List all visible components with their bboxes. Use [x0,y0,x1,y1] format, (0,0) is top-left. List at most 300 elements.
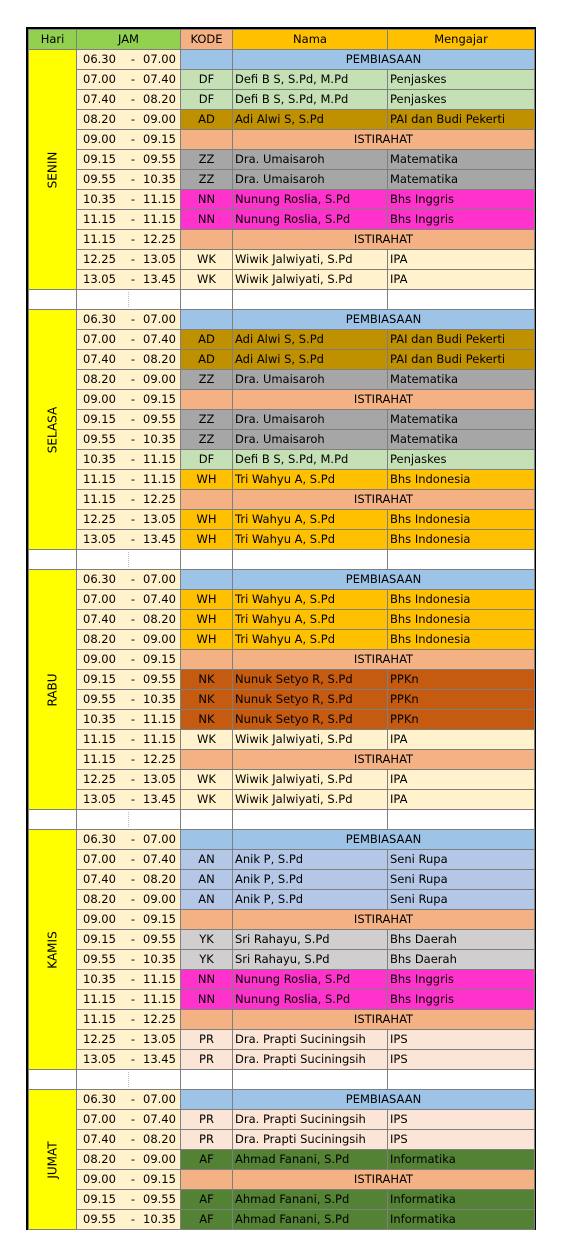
kode-cell[interactable] [181,490,233,510]
kode-cell[interactable]: PR [181,1030,233,1050]
time-separator: - [130,532,136,546]
header-hari[interactable]: Hari [29,30,77,50]
activity-label[interactable]: PEMBIASAAN [233,830,535,850]
subject-name[interactable]: Bhs Indonesia [388,530,535,550]
table-row [29,890,535,910]
table-row [29,70,535,90]
kode-cell[interactable]: PR [181,1110,233,1130]
time-cell[interactable] [77,190,181,210]
teacher-name[interactable]: Tri Wahyu A, S.Pd [233,530,388,550]
header-jam[interactable]: JAM [77,30,181,50]
time-range [77,930,180,949]
teacher-name[interactable]: Nunuk Setyo R, S.Pd [233,670,388,690]
subject-name[interactable]: Matematika [388,150,535,170]
time-cell[interactable] [77,1050,181,1070]
teacher-name[interactable]: Tri Wahyu A, S.Pd [233,470,388,490]
kode-cell[interactable]: WK [181,790,233,810]
time-cell[interactable] [77,270,181,290]
subject-name[interactable]: Matematika [388,410,535,430]
time-range [77,690,180,709]
activity-label[interactable]: ISTIRAHAT [233,390,535,410]
time-cell[interactable] [77,370,181,390]
day-cell[interactable] [29,570,77,810]
kode-cell[interactable] [181,910,233,930]
header-kode[interactable]: KODE [181,30,233,50]
time-range [77,390,180,409]
kode-cell[interactable]: WH [181,630,233,650]
kode-cell[interactable]: NK [181,670,233,690]
time-cell[interactable] [77,1010,181,1030]
teacher-name[interactable]: Wiwik Jalwiyati, S.Pd [233,770,388,790]
time-cell[interactable] [77,50,181,70]
teacher-name[interactable]: Dra. Umaisaroh [233,370,388,390]
spacer-cell[interactable] [233,1070,388,1090]
kode-cell[interactable]: NK [181,690,233,710]
kode-cell[interactable]: NN [181,990,233,1010]
teacher-name[interactable]: Dra. Umaisaroh [233,430,388,450]
time-cell[interactable] [77,310,181,330]
kode-cell[interactable]: AN [181,890,233,910]
time-start: 11.15 [83,472,116,486]
kode-cell[interactable]: WK [181,250,233,270]
time-cell[interactable] [77,690,181,710]
table-row [29,590,535,610]
day-cell[interactable] [29,830,77,1070]
subject-name[interactable]: Bhs Indonesia [388,590,535,610]
subject-name[interactable]: Bhs Inggris [388,210,535,230]
time-range [77,1210,180,1229]
kode-cell[interactable] [181,1170,233,1190]
teacher-name[interactable]: Nunung Roslia, S.Pd [233,190,388,210]
time-range [77,90,180,109]
activity-label[interactable]: ISTIRAHAT [233,650,535,670]
time-separator: - [130,852,136,866]
time-start: 07.00 [83,1112,116,1126]
time-range [77,1130,180,1149]
subject-name[interactable]: IPS [388,1110,535,1130]
activity-label[interactable]: PEMBIASAAN [233,570,535,590]
time-end: 09.55 [143,672,176,686]
time-cell[interactable] [77,470,181,490]
kode-cell[interactable]: ZZ [181,150,233,170]
subject-name[interactable]: Penjaskes [388,450,535,470]
time-cell[interactable] [77,610,181,630]
teacher-name[interactable]: Dra. Prapti Suciningsih [233,1130,388,1150]
teacher-name[interactable]: Wiwik Jalwiyati, S.Pd [233,250,388,270]
time-start: 09.00 [83,392,116,406]
time-separator: - [130,632,136,646]
time-separator: - [130,312,136,326]
time-end: 11.15 [143,712,176,726]
table-row [29,650,535,670]
spacer-cell[interactable] [77,1070,181,1090]
subject-name[interactable]: IPA [388,770,535,790]
kode-cell[interactable] [181,130,233,150]
kode-cell[interactable]: WK [181,770,233,790]
time-cell[interactable] [77,630,181,650]
teacher-name[interactable]: Adi Alwi S, S.Pd [233,330,388,350]
time-cell[interactable] [77,450,181,470]
spacer-cell[interactable] [388,1070,535,1090]
kode-cell[interactable] [181,230,233,250]
kode-cell[interactable] [181,390,233,410]
time-cell[interactable] [77,1110,181,1130]
time-cell[interactable] [77,230,181,250]
time-end: 13.05 [143,772,176,786]
kode-cell[interactable] [181,650,233,670]
spacer-cell[interactable] [181,810,233,830]
subject-name[interactable]: Informatika [388,1210,535,1230]
teacher-name[interactable]: Dra. Prapti Suciningsih [233,1050,388,1070]
time-cell[interactable] [77,490,181,510]
time-start: 13.05 [83,532,116,546]
subject-name[interactable]: PAI dan Budi Pekerti [388,350,535,370]
activity-label[interactable]: ISTIRAHAT [233,130,535,150]
time-range [77,210,180,229]
spacer-cell[interactable] [29,810,77,830]
time-cell[interactable] [77,330,181,350]
teacher-name[interactable]: Tri Wahyu A, S.Pd [233,630,388,650]
schedule-sheet [26,27,536,1230]
subject-name[interactable]: Bhs Indonesia [388,610,535,630]
time-cell[interactable] [77,710,181,730]
table-row [29,950,535,970]
time-end: 07.40 [143,332,176,346]
kode-cell[interactable]: WH [181,610,233,630]
time-start: 07.00 [83,852,116,866]
time-cell[interactable] [77,1150,181,1170]
teacher-name[interactable]: Ahmad Fanani, S.Pd [233,1210,388,1230]
kode-cell[interactable]: ZZ [181,430,233,450]
time-cell[interactable] [77,510,181,530]
time-cell[interactable] [77,430,181,450]
subject-name[interactable]: Matematika [388,430,535,450]
subject-name[interactable]: Bhs Daerah [388,950,535,970]
kode-cell[interactable]: DF [181,70,233,90]
activity-label[interactable]: ISTIRAHAT [233,490,535,510]
activity-label[interactable]: PEMBIASAAN [233,310,535,330]
time-cell[interactable] [77,70,181,90]
spacer-cell[interactable] [388,550,535,570]
teacher-name[interactable]: Adi Alwi S, S.Pd [233,110,388,130]
activity-label[interactable]: PEMBIASAAN [233,1090,535,1110]
kode-cell[interactable]: ZZ [181,170,233,190]
subject-name[interactable]: PPKn [388,670,535,690]
spacer-cell[interactable] [181,1070,233,1090]
kode-cell[interactable]: WH [181,530,233,550]
subject-name[interactable]: Bhs Indonesia [388,630,535,650]
time-cell[interactable] [77,590,181,610]
teacher-name[interactable]: Nunung Roslia, S.Pd [233,970,388,990]
subject-name[interactable]: IPS [388,1050,535,1070]
kode-cell[interactable]: YK [181,930,233,950]
time-separator: - [130,572,136,586]
time-end: 08.20 [143,352,176,366]
schedule-table [28,29,535,1230]
activity-label[interactable]: ISTIRAHAT [233,910,535,930]
time-cell[interactable] [77,1210,181,1230]
time-cell[interactable] [77,410,181,430]
time-cell[interactable] [77,110,181,130]
kode-cell[interactable]: WH [181,590,233,610]
teacher-name[interactable]: Tri Wahyu A, S.Pd [233,590,388,610]
time-range [77,350,180,369]
activity-label[interactable]: ISTIRAHAT [233,1010,535,1030]
subject-name[interactable]: IPA [388,270,535,290]
teacher-name[interactable]: Anik P, S.Pd [233,870,388,890]
teacher-name[interactable]: Nunung Roslia, S.Pd [233,990,388,1010]
day-cell[interactable] [29,310,77,550]
teacher-name[interactable]: Sri Rahayu, S.Pd [233,930,388,950]
time-end: 11.15 [143,212,176,226]
subject-name[interactable]: Bhs Indonesia [388,510,535,530]
teacher-name[interactable]: Dra. Umaisaroh [233,170,388,190]
subject-name[interactable]: IPA [388,790,535,810]
spacer-cell[interactable] [77,810,181,830]
activity-label[interactable]: ISTIRAHAT [233,1170,535,1190]
teacher-name[interactable]: Adi Alwi S, S.Pd [233,350,388,370]
time-cell[interactable] [77,130,181,150]
time-cell[interactable] [77,650,181,670]
subject-name[interactable]: IPA [388,730,535,750]
kode-cell[interactable] [181,570,233,590]
spacer-cell[interactable] [181,550,233,570]
spacer-cell[interactable] [388,290,535,310]
spacer-cell[interactable] [29,1070,77,1090]
time-end: 08.20 [143,872,176,886]
activity-label[interactable]: PEMBIASAAN [233,50,535,70]
subject-name[interactable]: Informatika [388,1150,535,1170]
time-separator: - [130,132,136,146]
kode-cell[interactable]: AD [181,110,233,130]
kode-cell[interactable]: YK [181,950,233,970]
time-cell[interactable] [77,970,181,990]
kode-cell[interactable] [181,310,233,330]
day-cell[interactable] [29,50,77,290]
time-cell[interactable] [77,990,181,1010]
subject-name[interactable]: Seni Rupa [388,890,535,910]
kode-cell[interactable]: AF [181,1210,233,1230]
spacer-cell[interactable] [77,550,181,570]
kode-cell[interactable]: WH [181,510,233,530]
kode-cell[interactable]: DF [181,90,233,110]
time-separator: - [130,372,136,386]
time-cell[interactable] [77,1130,181,1150]
teacher-name[interactable]: Wiwik Jalwiyati, S.Pd [233,730,388,750]
kode-cell[interactable]: AF [181,1150,233,1170]
time-cell[interactable] [77,670,181,690]
table-row [29,830,535,850]
kode-cell[interactable]: NN [181,210,233,230]
kode-cell[interactable] [181,1010,233,1030]
time-cell[interactable] [77,150,181,170]
time-cell[interactable] [77,170,181,190]
kode-cell[interactable]: NN [181,190,233,210]
time-cell[interactable] [77,730,181,750]
time-start: 11.15 [83,992,116,1006]
kode-cell[interactable] [181,830,233,850]
kode-cell[interactable]: AD [181,350,233,370]
teacher-name[interactable]: Wiwik Jalwiyati, S.Pd [233,270,388,290]
time-cell[interactable] [77,910,181,930]
time-cell[interactable] [77,1030,181,1050]
table-row [29,450,535,470]
time-cell[interactable] [77,210,181,230]
time-range [77,130,180,149]
subject-name[interactable]: Bhs Inggris [388,190,535,210]
table-row [29,690,535,710]
teacher-name[interactable]: Nunuk Setyo R, S.Pd [233,690,388,710]
day-label: JUMAT [45,1140,59,1179]
time-end: 07.40 [143,1112,176,1126]
subject-name[interactable]: Matematika [388,370,535,390]
table-row [29,770,535,790]
subject-name[interactable]: IPS [388,1130,535,1150]
time-end: 11.15 [143,732,176,746]
kode-cell[interactable] [181,750,233,770]
table-row [29,350,535,370]
teacher-name[interactable]: Sri Rahayu, S.Pd [233,950,388,970]
kode-cell[interactable]: WK [181,270,233,290]
time-end: 11.15 [143,472,176,486]
time-cell[interactable] [77,850,181,870]
kode-cell[interactable] [181,50,233,70]
subject-name[interactable]: PPKn [388,710,535,730]
teacher-name[interactable]: Nunung Roslia, S.Pd [233,210,388,230]
kode-cell[interactable]: AN [181,870,233,890]
subject-name[interactable]: Bhs Inggris [388,990,535,1010]
kode-cell[interactable] [181,1090,233,1110]
spacer-cell[interactable] [29,550,77,570]
time-end: 09.15 [143,912,176,926]
time-cell[interactable] [77,750,181,770]
kode-cell[interactable]: WK [181,730,233,750]
kode-cell[interactable]: PR [181,1130,233,1150]
spacer-cell[interactable] [29,290,77,310]
subject-name[interactable]: Bhs Daerah [388,930,535,950]
teacher-name[interactable]: Anik P, S.Pd [233,890,388,910]
time-cell[interactable] [77,1170,181,1190]
time-start: 07.00 [83,72,116,86]
time-cell[interactable] [77,350,181,370]
kode-cell[interactable]: AD [181,330,233,350]
time-separator: - [130,1052,136,1066]
spacer-cell[interactable] [388,810,535,830]
subject-name[interactable]: Penjaskes [388,90,535,110]
subject-name[interactable]: Matematika [388,170,535,190]
teacher-name[interactable]: Defi B S, S.Pd, M.Pd [233,90,388,110]
teacher-name[interactable]: Nunuk Setyo R, S.Pd [233,710,388,730]
kode-cell[interactable]: PR [181,1050,233,1070]
time-start: 08.20 [83,372,116,386]
teacher-name[interactable]: Ahmad Fanani, S.Pd [233,1190,388,1210]
teacher-name[interactable]: Wiwik Jalwiyati, S.Pd [233,790,388,810]
time-cell[interactable] [77,90,181,110]
subject-name[interactable]: IPS [388,1030,535,1050]
kode-cell[interactable]: ZZ [181,370,233,390]
subject-name[interactable]: PPKn [388,690,535,710]
teacher-name[interactable]: Tri Wahyu A, S.Pd [233,510,388,530]
subject-name[interactable]: Seni Rupa [388,850,535,870]
kode-cell[interactable]: WH [181,470,233,490]
time-cell[interactable] [77,570,181,590]
time-separator: - [130,772,136,786]
kode-cell[interactable]: AN [181,850,233,870]
time-separator: - [130,1172,136,1186]
spacer-cell[interactable] [233,810,388,830]
time-cell[interactable] [77,1090,181,1110]
subject-name[interactable]: IPA [388,250,535,270]
teacher-name[interactable]: Defi B S, S.Pd, M.Pd [233,70,388,90]
subject-name[interactable]: Bhs Indonesia [388,470,535,490]
time-cell[interactable] [77,930,181,950]
time-cell[interactable] [77,830,181,850]
time-separator: - [130,392,136,406]
kode-cell[interactable]: AF [181,1190,233,1210]
kode-cell[interactable]: DF [181,450,233,470]
spacer-cell[interactable] [181,290,233,310]
table-row [29,130,535,150]
teacher-name[interactable]: Dra. Prapti Suciningsih [233,1030,388,1050]
time-cell[interactable] [77,250,181,270]
subject-name[interactable]: Informatika [388,1190,535,1210]
time-start: 07.40 [83,92,116,106]
subject-name[interactable]: PAI dan Budi Pekerti [388,110,535,130]
time-end: 09.00 [143,372,176,386]
activity-label[interactable]: ISTIRAHAT [233,750,535,770]
kode-cell[interactable]: NN [181,970,233,990]
time-range [77,1150,180,1169]
subject-name[interactable]: Bhs Inggris [388,970,535,990]
header-nama[interactable]: Nama [233,30,388,50]
teacher-name[interactable]: Dra. Umaisaroh [233,150,388,170]
time-cell[interactable] [77,770,181,790]
teacher-name[interactable]: Ahmad Fanani, S.Pd [233,1150,388,1170]
spacer-cell[interactable] [233,550,388,570]
table-row [29,670,535,690]
table-row [29,1170,535,1190]
subject-name[interactable]: PAI dan Budi Pekerti [388,330,535,350]
header-mengajar[interactable]: Mengajar [388,30,535,50]
teacher-name[interactable]: Anik P, S.Pd [233,850,388,870]
teacher-name[interactable]: Defi B S, S.Pd, M.Pd [233,450,388,470]
time-start: 07.00 [83,592,116,606]
teacher-name[interactable]: Dra. Prapti Suciningsih [233,1110,388,1130]
day-cell[interactable] [29,1090,77,1230]
time-cell[interactable] [77,790,181,810]
table-row [29,230,535,250]
time-cell[interactable] [77,890,181,910]
table-row [29,530,535,550]
spacer-cell[interactable] [77,290,181,310]
subject-name[interactable]: Seni Rupa [388,870,535,890]
time-start: 09.55 [83,1212,116,1226]
teacher-name[interactable]: Dra. Umaisaroh [233,410,388,430]
kode-cell[interactable]: ZZ [181,410,233,430]
time-cell[interactable] [77,530,181,550]
time-start: 10.35 [83,972,116,986]
spacer-cell[interactable] [233,290,388,310]
kode-cell[interactable]: NK [181,710,233,730]
time-start: 12.25 [83,512,116,526]
subject-name[interactable]: Penjaskes [388,70,535,90]
teacher-name[interactable]: Tri Wahyu A, S.Pd [233,610,388,630]
time-cell[interactable] [77,950,181,970]
time-cell[interactable] [77,870,181,890]
time-cell[interactable] [77,390,181,410]
activity-label[interactable]: ISTIRAHAT [233,230,535,250]
time-cell[interactable] [77,1190,181,1210]
